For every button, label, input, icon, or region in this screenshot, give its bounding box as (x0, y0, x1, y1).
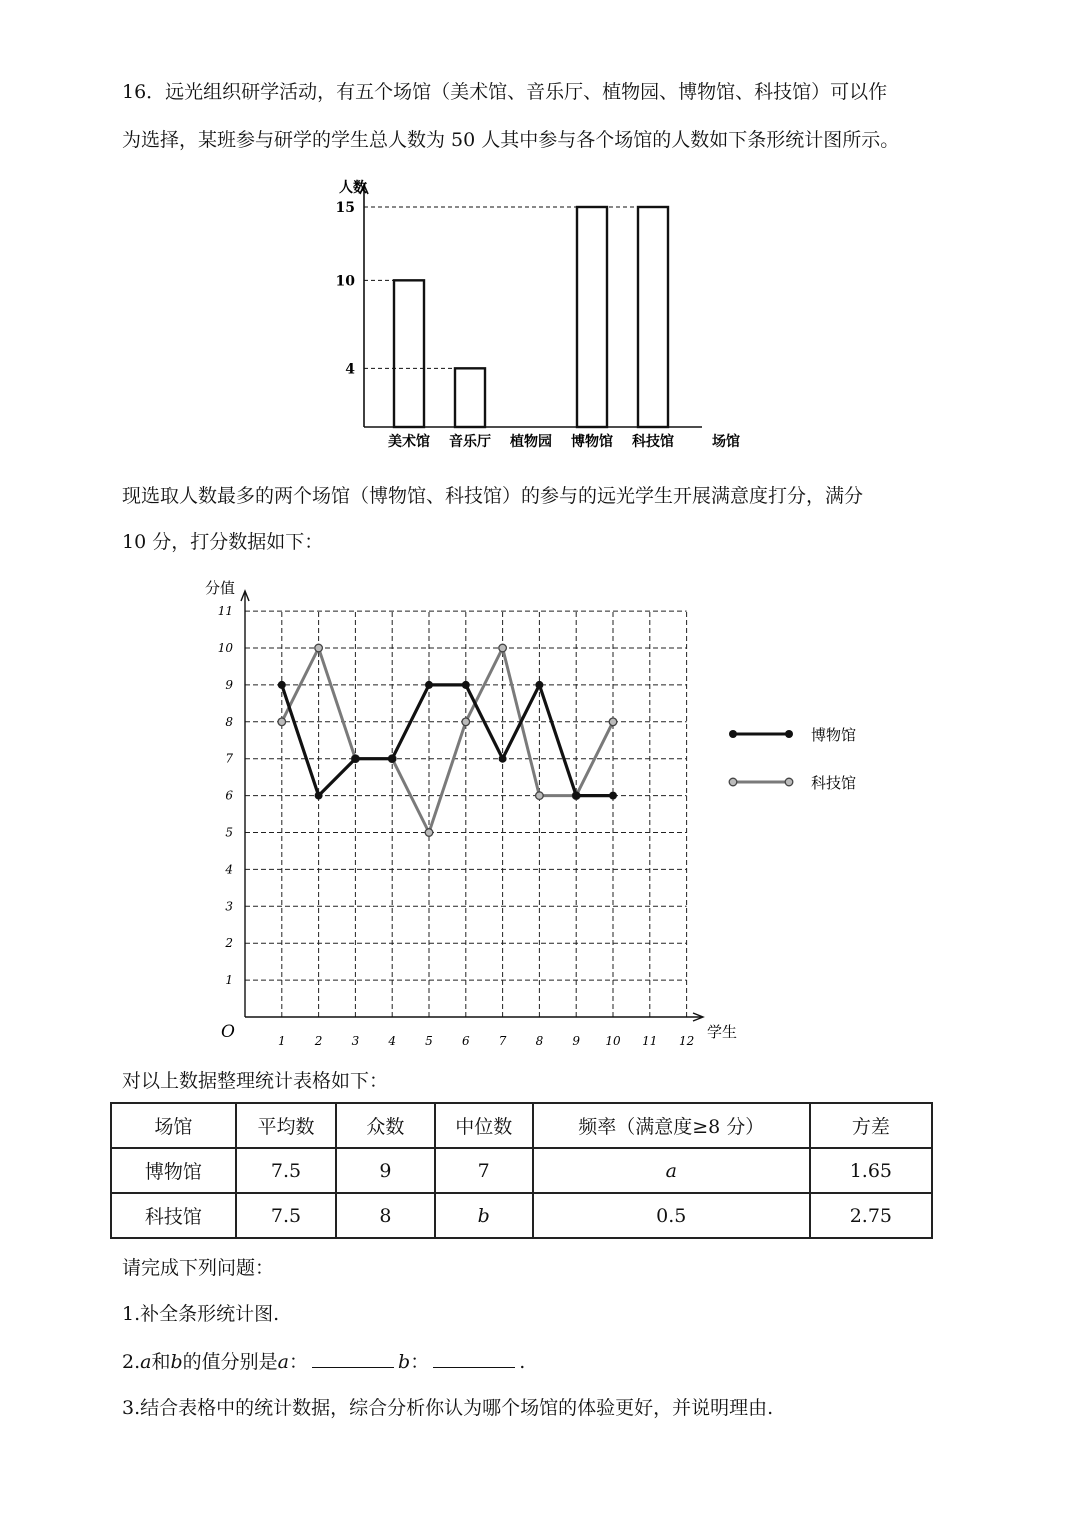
data-point-science-7 (499, 644, 507, 652)
answer-blank-b[interactable] (433, 1349, 515, 1368)
problem-text-line-3: 现选取人数最多的两个场馆（博物馆、科技馆）的参与的远光学生开展满意度打分，满分 (122, 485, 864, 507)
y-tick-label-3: 3 (225, 899, 233, 914)
data-point-science-3 (352, 755, 360, 763)
x-axis-arrow-icon (693, 1013, 703, 1021)
x-tick-label-6: 6 (461, 1034, 470, 1048)
data-point-science-9 (572, 792, 580, 800)
statistics-table (110, 1102, 933, 1239)
x-tick-label-11: 11 (642, 1034, 658, 1048)
data-point-museum-4 (388, 755, 396, 763)
bar-1 (394, 280, 424, 427)
y-tick-label-7: 7 (225, 751, 233, 766)
data-point-science-2 (315, 644, 323, 652)
y-tick-label-15: 15 (335, 200, 355, 216)
data-point-museum-5 (425, 681, 433, 689)
table-header-cell: 方差 (810, 1103, 932, 1148)
table-cell: 科技馆 (111, 1193, 236, 1238)
data-point-science-6 (462, 718, 470, 726)
x-axis-title: 学生 (707, 1023, 738, 1041)
data-point-science-1 (278, 718, 286, 726)
data-point-museum-8 (535, 681, 543, 689)
table-cell: 7 (435, 1148, 533, 1193)
table-intro: 对以上数据整理统计表格如下： (122, 1070, 389, 1092)
table-header-cell: 中位数 (435, 1103, 533, 1148)
table-row (111, 1193, 932, 1238)
question-2 (122, 1349, 525, 1374)
variable-b: b (170, 1351, 183, 1373)
question-2-end: . (519, 1351, 526, 1373)
data-point-museum-3 (351, 755, 359, 763)
y-tick-label-4: 4 (225, 862, 233, 877)
data-point-science-4 (388, 755, 396, 763)
answer-blank-a[interactable] (312, 1349, 394, 1368)
table-header-row (111, 1103, 932, 1148)
x-tick-label-4: 4 (388, 1034, 397, 1048)
data-point-science-5 (425, 829, 433, 837)
x-tick-label-2: 2 (314, 1034, 323, 1048)
bar-5 (638, 207, 668, 427)
series-line-science (282, 648, 613, 833)
problem-text-line-4: 10 分，打分数据如下： (122, 531, 324, 553)
data-point-museum-9 (572, 792, 580, 800)
question-2-colon-b: ： (410, 1351, 430, 1373)
table-row (111, 1148, 932, 1193)
y-tick-label-2: 2 (225, 936, 233, 951)
x-tick-label-7: 7 (498, 1034, 507, 1048)
question-2-colon-a: ： (289, 1351, 309, 1373)
x-tick-label-4: 博物馆 (571, 434, 613, 450)
y-axis-arrow-icon (360, 185, 368, 194)
y-tick-label-6: 6 (225, 788, 233, 803)
y-tick-label-10: 10 (217, 641, 233, 655)
x-axis-title: 场馆 (712, 434, 740, 450)
table-cell: 7.5 (236, 1193, 337, 1238)
problem-text-line-1: 16．远光组织研学活动，有五个场馆（美术馆、音乐厅、植物园、博物馆、科技馆）可以作 (122, 81, 888, 103)
y-tick-label-11: 11 (217, 604, 233, 619)
table-header-cell: 平均数 (236, 1103, 337, 1148)
legend-marker-museum-1 (729, 730, 737, 738)
y-axis-title: 人数 (339, 180, 367, 196)
question-1: 1.补全条形统计图. (122, 1303, 280, 1325)
x-tick-label-2: 音乐厅 (449, 434, 491, 450)
table-cell: 博物馆 (111, 1148, 236, 1193)
data-point-museum-2 (315, 792, 323, 800)
table-cell: b (435, 1193, 533, 1238)
variable-a: a (140, 1351, 152, 1373)
questions-intro: 请完成下列问题： (122, 1257, 275, 1279)
y-axis-title: 分值 (205, 579, 236, 597)
data-point-museum-6 (462, 681, 470, 689)
question-2-and: 和 (151, 1351, 171, 1373)
table-header-cell: 众数 (336, 1103, 434, 1148)
table-cell: 7.5 (236, 1148, 337, 1193)
legend-marker-science-1 (729, 778, 737, 786)
x-tick-label-9: 9 (572, 1034, 581, 1048)
table-header-cell: 场馆 (111, 1103, 236, 1148)
x-tick-label-8: 8 (535, 1034, 544, 1048)
data-point-science-8 (536, 792, 544, 800)
table-cell: a (533, 1148, 810, 1193)
y-tick-label-10: 10 (335, 273, 355, 290)
table-header-cell: 频率（满意度≥8 分） (533, 1103, 810, 1148)
y-tick-label-8: 8 (225, 714, 233, 729)
question-3: 3.结合表格中的统计数据，综合分析你认为哪个场馆的体验更好，并说明理由. (122, 1397, 774, 1419)
legend-label-museum: 博物馆 (811, 726, 857, 744)
series-line-museum (282, 685, 613, 796)
question-2-number: 2. (122, 1351, 141, 1373)
y-tick-label-9: 9 (225, 677, 233, 692)
table-cell: 1.65 (810, 1148, 932, 1193)
variable-a-label: a (277, 1351, 289, 1373)
data-point-museum-7 (499, 755, 507, 763)
y-tick-label-1: 1 (225, 973, 233, 988)
x-tick-label-5: 科技馆 (632, 434, 674, 450)
data-point-science-10 (609, 718, 617, 726)
bar-4 (577, 207, 607, 427)
question-2-text: 的值分别是 (182, 1351, 278, 1373)
problem-text-line-2: 为选择，某班参与研学的学生总人数为 50 人其中参与各个场馆的人数如下条形统计图所示。 (122, 129, 900, 151)
origin-label: O (221, 1022, 235, 1042)
x-tick-label-1: 美术馆 (388, 434, 430, 450)
data-point-museum-10 (609, 792, 617, 800)
legend-marker-museum-2 (785, 730, 793, 738)
table-cell: 9 (336, 1148, 434, 1193)
variable-b-label: b (398, 1351, 411, 1373)
table-cell: 2.75 (810, 1193, 932, 1238)
x-tick-label-12: 12 (678, 1034, 695, 1048)
x-tick-label-3: 3 (351, 1034, 360, 1048)
legend-marker-science-2 (785, 778, 793, 786)
data-point-museum-1 (278, 681, 286, 689)
legend-label-science: 科技馆 (811, 774, 857, 792)
y-tick-label-5: 5 (225, 825, 233, 840)
x-tick-label-3: 植物园 (510, 434, 552, 450)
y-tick-label-4: 4 (345, 361, 355, 378)
x-tick-label-1: 1 (277, 1034, 286, 1048)
y-axis-arrow-icon (241, 591, 249, 601)
table-cell: 8 (336, 1193, 434, 1238)
x-tick-label-5: 5 (425, 1034, 433, 1048)
bar-2 (455, 368, 485, 427)
x-tick-label-10: 10 (605, 1034, 621, 1048)
table-cell: 0.5 (533, 1193, 810, 1238)
